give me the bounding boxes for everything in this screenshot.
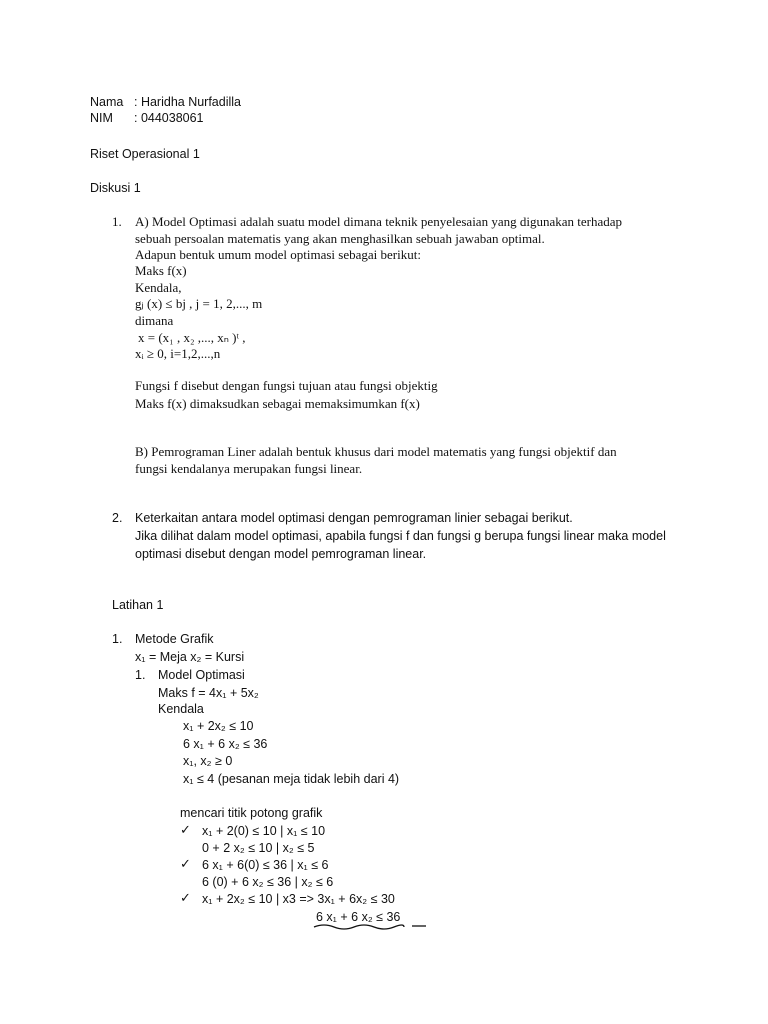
- q1-a-line: Maks f(x): [135, 263, 187, 278]
- check-sub-line: 0 + 2 x₂ ≤ 10 | x₂ ≤ 5: [202, 841, 315, 855]
- check-line: 6 x₁ + 6(0) ≤ 36 | x₁ ≤ 6: [202, 858, 329, 872]
- latihan-title: Latihan 1: [112, 598, 164, 612]
- q1-a-line: xᵢ ≥ 0, i=1,2,...,n: [135, 346, 221, 361]
- sub-number: 1.: [135, 668, 146, 682]
- q2-line: Jika dilihat dalam model optimasi, apabila fungsi f dan fungsi g berupa fungsi linear maka model: [135, 529, 666, 543]
- q2-line: optimasi disebut dengan model pemrograman linear.: [135, 547, 427, 561]
- check-sub-line: 6 (0) + 6 x₂ ≤ 36 | x₂ ≤ 6: [202, 875, 334, 889]
- q2-line: Keterkaitan antara model optimasi dengan pemrograman linier sebagai berikut.: [135, 511, 573, 525]
- nim-label: NIM: [90, 111, 113, 125]
- q1-b-line: B) Pemrograman Liner adalah bentuk khusus dari model matematis yang fungsi objektif dan: [135, 444, 617, 459]
- q1-fungsi-line: Fungsi f disebut dengan fungsi tujuan atau fungsi objektig: [135, 378, 438, 393]
- nama-label: Nama: [90, 95, 124, 109]
- q1-number: 1.: [112, 214, 122, 229]
- checkmark-icon: ✓: [180, 822, 191, 837]
- course-title: Riset Operasional 1: [90, 147, 200, 161]
- check-line: x₁ + 2x₂ ≤ 10 | x3 => 3x₁ + 6x₂ ≤ 30: [202, 892, 395, 906]
- constraint-line: x₁, x₂ ≥ 0: [183, 754, 233, 768]
- q1-a-line: Kendala,: [135, 280, 182, 295]
- q1-a-line: A) Model Optimasi adalah suatu model dimana teknik penyelesaian yang digunakan terhadap: [135, 214, 622, 229]
- q1-a-line: Adapun bentuk umum model optimasi sebagai berikut:: [135, 247, 421, 262]
- nim-value: : 044038061: [134, 111, 204, 125]
- titik-potong-label: mencari titik potong grafik: [180, 806, 323, 820]
- q1-b-line: fungsi kendalanya merupakan fungsi linear.: [135, 461, 363, 476]
- diskusi-title: Diskusi 1: [90, 181, 141, 195]
- kendala-label: Kendala: [158, 702, 204, 716]
- checkmark-icon: ✓: [180, 890, 191, 905]
- q1-a-line: dimana: [135, 313, 174, 328]
- objective-line: Maks f = 4x₁ + 5x₂: [158, 686, 259, 700]
- q1-a-line: gⱼ (x) ≤ bj , j = 1, 2,..., m: [135, 296, 263, 311]
- latihan-item-title: Metode Grafik: [135, 632, 214, 646]
- q2-number: 2.: [112, 511, 123, 525]
- constraint-line: x₁ ≤ 4 (pesanan meja tidak lebih dari 4): [183, 772, 400, 786]
- constraint-line: x₁ + 2x₂ ≤ 10: [183, 719, 254, 733]
- nama-value: : Haridha Nurfadilla: [134, 95, 241, 109]
- q1-a-line: sebuah persoalan matematis yang akan menghasilkan sebuah jawaban optimal.: [135, 231, 545, 246]
- last-equation-line: 6 x₁ + 6 x₂ ≤ 36: [316, 910, 401, 924]
- checkmark-icon: ✓: [180, 856, 191, 871]
- check-line: x₁ + 2(0) ≤ 10 | x₁ ≤ 10: [202, 824, 326, 838]
- sub-title: Model Optimasi: [158, 668, 245, 682]
- variables-line: x₁ = Meja x₂ = Kursi: [135, 650, 245, 664]
- constraint-line: 6 x₁ + 6 x₂ ≤ 36: [183, 737, 268, 751]
- hand-underline-wave: [312, 922, 432, 932]
- q1-a-line: x = (x₁ , x₂ ,..., xₙ )ᵗ ,: [138, 330, 246, 345]
- q1-fungsi-line: Maks f(x) dimaksudkan sebagai memaksimumkan f(x): [135, 396, 420, 411]
- latihan-item-number: 1.: [112, 632, 123, 646]
